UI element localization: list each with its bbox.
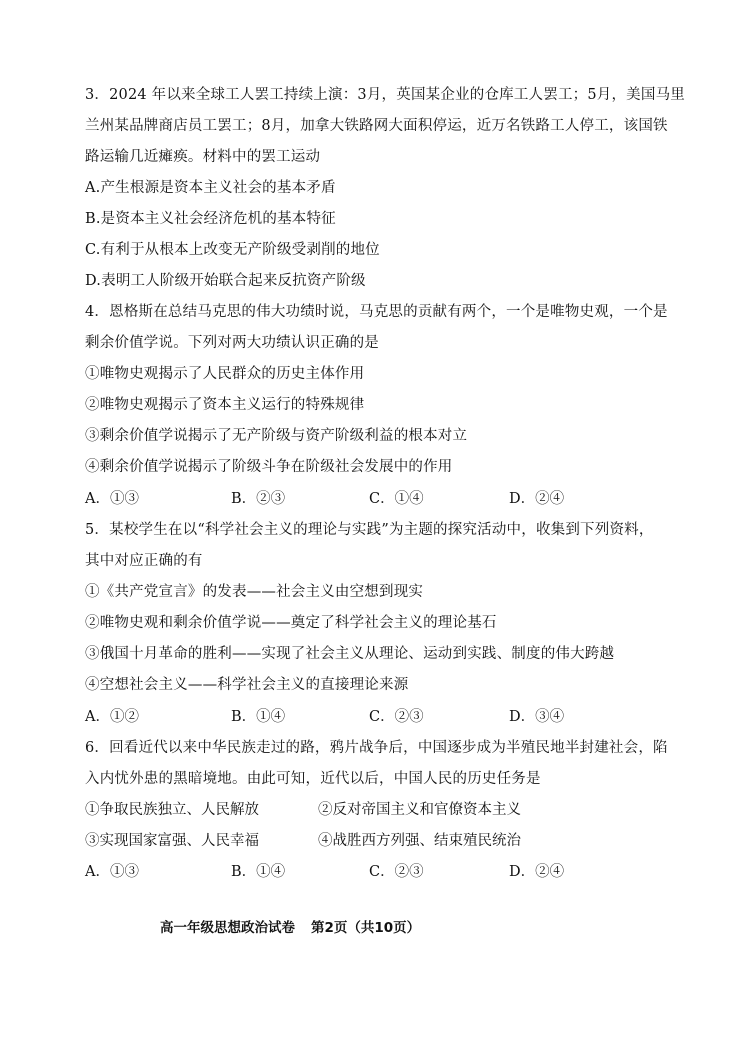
q5-choice-a: A．①② [85,709,139,725]
q3-option-b: B.是资本主义社会经济危机的基本特征 [85,211,336,227]
q6-items-row-2 [85,831,645,851]
q4-item-2: ②唯物史观揭示了资本主义运行的特殊规律 [85,397,365,413]
q4-stem-line-2: 剩余价值学说。下列对两大功绩认识正确的是 [85,335,379,351]
q3-stem-line-1: 3．2024 年以来全球工人罢工持续上演：3月，英国某企业的仓库工人罢工；5月，美国马里 [85,87,685,103]
q4-item-4: ④剩余价值学说揭示了阶级斗争在阶级社会发展中的作用 [85,459,453,475]
q5-choice-c: C．②③ [369,709,424,725]
q5-choice-d: D．③④ [509,709,565,725]
q5-item-4: ④空想社会主义——科学社会主义的直接理论来源 [85,677,409,693]
q4-item-3: ③剩余价值学说揭示了无产阶级与资产阶级利益的根本对立 [85,428,468,444]
q6-choice-a: A．①③ [85,864,139,880]
q3-option-c: C.有利于从根本上改变无产阶级受剥削的地位 [85,242,380,258]
q6-items-row-1 [85,800,645,820]
q5-item-3: ③俄国十月革命的胜利——实现了社会主义从理论、运动到实践、制度的伟大跨越 [85,646,615,662]
q4-choice-d: D．②④ [509,491,565,507]
q6-stem-line-2: 入内忧外患的黑暗境地。由此可知，近代以后，中国人民的历史任务是 [85,771,541,787]
q6-choice-b: B．①④ [231,864,286,880]
q4-choice-c: C．①④ [369,491,424,507]
page-footer [160,918,420,938]
exam-title: 高一年级思想政治试卷 [160,920,295,936]
q4-item-1: ①唯物史观揭示了人民群众的历史主体作用 [85,366,365,382]
q5-item-2: ②唯物史观和剩余价值学说——奠定了科学社会主义的理论基石 [85,615,497,631]
q4-choices [85,489,605,509]
q3-stem-line-3: 路运输几近瘫痪。材料中的罢工运动 [85,149,321,165]
q5-choice-b: B．①④ [231,709,286,725]
q6-item-4: ④战胜西方列强、结束殖民统治 [318,833,521,849]
q4-stem-line-1: 4．恩格斯在总结马克思的伟大功绩时说，马克思的贡献有两个，一个是唯物史观，一个是 [85,304,668,320]
q6-choice-c: C．②③ [369,864,424,880]
q6-item-1: ①争取民族独立、人民解放 [85,802,259,818]
q4-choice-b: B．②③ [231,491,286,507]
q6-choices [85,862,605,882]
q6-item-2: ②反对帝国主义和官僚资本主义 [318,802,521,818]
q5-item-1: ①《共产党宣言》的发表——社会主义由空想到现实 [85,584,424,600]
q6-item-3: ③实现国家富强、人民幸福 [85,833,259,849]
page-number: 第2页（共10页） [311,920,421,936]
q3-option-a: A.产生根源是资本主义社会的基本矛盾 [85,180,336,196]
q3-stem-line-2: 兰州某品牌商店员工罢工；8月，加拿大铁路网大面积停运，近万名铁路工人停工，该国铁 [85,118,668,134]
q6-stem-line-1: 6．回看近代以来中华民族走过的路，鸦片战争后，中国逐步成为半殖民地半封建社会，陷 [85,740,668,756]
q3-option-d: D.表明工人阶级开始联合起来反抗资产阶级 [85,273,366,289]
q5-stem-line-1: 5．某校学生在以“科学社会主义的理论与实践”为主题的探究活动中，收集到下列资料， [85,522,654,538]
q5-choices [85,707,605,727]
q6-choice-d: D．②④ [509,864,565,880]
q5-stem-line-2: 其中对应正确的有 [85,553,203,569]
q4-choice-a: A．①③ [85,491,139,507]
